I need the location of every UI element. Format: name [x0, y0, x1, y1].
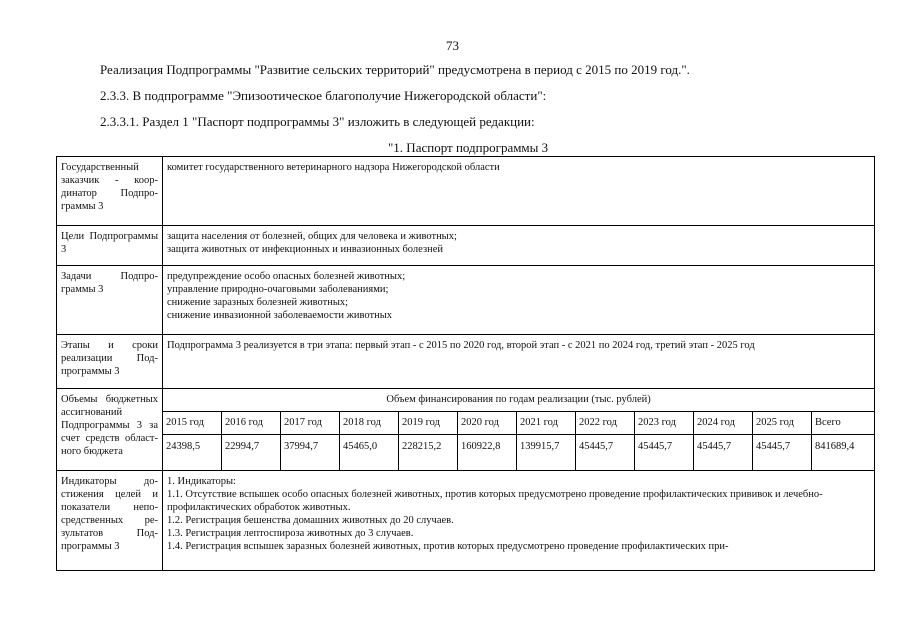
paragraph-3: 2.3.3.1. Раздел 1 "Паспорт подпрограммы 3" изложить в следующей редакции: — [100, 114, 535, 129]
indicator-line: 1.2. Регистрация бешенства домашних животных до 20 случаев. — [167, 515, 454, 526]
funding-amount: 45445,7 — [694, 435, 753, 471]
funding-amount: 24398,5 — [163, 435, 222, 471]
year-header: 2017 год — [281, 412, 340, 435]
paragraph-1: Реализация Подпрограммы "Развитие сельских территорий" предусмотрена в период с 2015 по 2019 год.". — [100, 62, 690, 77]
funding-amount: 45445,7 — [635, 435, 694, 471]
table-caption: "1. Паспорт подпрограммы 3 — [388, 140, 549, 155]
goal-line: защита животных от инфекционных и инвазионных болезней — [167, 244, 443, 255]
task-line: предупреждение особо опасных болезней животных; — [167, 271, 406, 282]
goals-value — [163, 226, 875, 266]
funding-amount: 139915,7 — [517, 435, 576, 471]
row-tasks — [57, 266, 875, 335]
funding-amount: 228215,2 — [399, 435, 458, 471]
tasks-value — [163, 266, 875, 335]
stages-label: Этапы и сроки реализации Подпрограммы 3 — [57, 335, 163, 389]
funding-title: Объем финансирования по годам реализации (тыс. рублей) — [163, 389, 875, 412]
total-header: Всего — [812, 412, 875, 435]
funding-total: 841689,4 — [812, 435, 875, 471]
year-header: 2018 год — [340, 412, 399, 435]
year-header: 2020 год — [458, 412, 517, 435]
indicator-line: 1.1. Отсутствие вспышек особо опасных болезней животных, против которых предусмотрено проведение профилактических прививок и лечебно-профилактических обработок животных. — [167, 489, 823, 513]
stages-value: Подпрограмма 3 реализуется в три этапа: первый этап - с 2015 по 2020 год, второй этап - с 2021 по 2024 год, третий этап - 2025 год — [163, 335, 875, 389]
row-funding-title — [57, 389, 875, 412]
task-line: управление природно-очаговыми заболеваниями; — [167, 284, 389, 295]
funding-amount: 45465,0 — [340, 435, 399, 471]
row-customer — [57, 157, 875, 226]
row-funding-values — [57, 435, 875, 471]
task-line: снижение заразных болезней животных; — [167, 297, 349, 308]
goal-line: защита населения от болезней, общих для человека и животных; — [167, 231, 457, 242]
funding-amount: 45445,7 — [576, 435, 635, 471]
row-indicators — [57, 471, 875, 571]
goals-label: Цели Подпрограммы 3 — [57, 226, 163, 266]
indicators-label: Индикаторы достижения целей и показатели непосредственных результатов Подпрограммы 3 — [57, 471, 163, 571]
funding-label: Объемы бюджетных ассигнований Подпрограммы 3 за счет средств областного бюджета — [57, 389, 163, 471]
indicator-line: 1.4. Регистрация вспышек заразных болезней животных, против которых предусмотрено проведение профилактических при- — [167, 541, 729, 552]
year-header: 2024 год — [694, 412, 753, 435]
funding-amount: 45445,7 — [753, 435, 812, 471]
year-header: 2022 год — [576, 412, 635, 435]
row-goals — [57, 226, 875, 266]
year-header: 2023 год — [635, 412, 694, 435]
indicator-line: 1.3. Регистрация лептоспироза животных до 3 случаев. — [167, 528, 414, 539]
year-header: 2015 год — [163, 412, 222, 435]
year-header: 2016 год — [222, 412, 281, 435]
customer-value: комитет государственного ветеринарного надзора Нижегородской области — [163, 157, 875, 226]
row-funding-years — [57, 412, 875, 435]
indicator-line: 1. Индикаторы: — [167, 476, 236, 487]
year-header: 2021 год — [517, 412, 576, 435]
page-number: 73 — [446, 38, 459, 53]
year-header: 2025 год — [753, 412, 812, 435]
tasks-label: Задачи Подпрограммы 3 — [57, 266, 163, 335]
row-stages — [57, 335, 875, 389]
funding-amount: 22994,7 — [222, 435, 281, 471]
year-header: 2019 год — [399, 412, 458, 435]
funding-amount: 160922,8 — [458, 435, 517, 471]
passport-table — [56, 156, 875, 571]
customer-label: Государственный заказчик - координатор Подпрограммы 3 — [57, 157, 163, 226]
paragraph-2: 2.3.3. В подпрограмме "Эпизоотическое благополучие Нижегородской области": — [100, 88, 547, 103]
funding-amount: 37994,7 — [281, 435, 340, 471]
indicators-value — [163, 471, 875, 571]
task-line: снижение инвазионной заболеваемости животных — [167, 310, 393, 321]
